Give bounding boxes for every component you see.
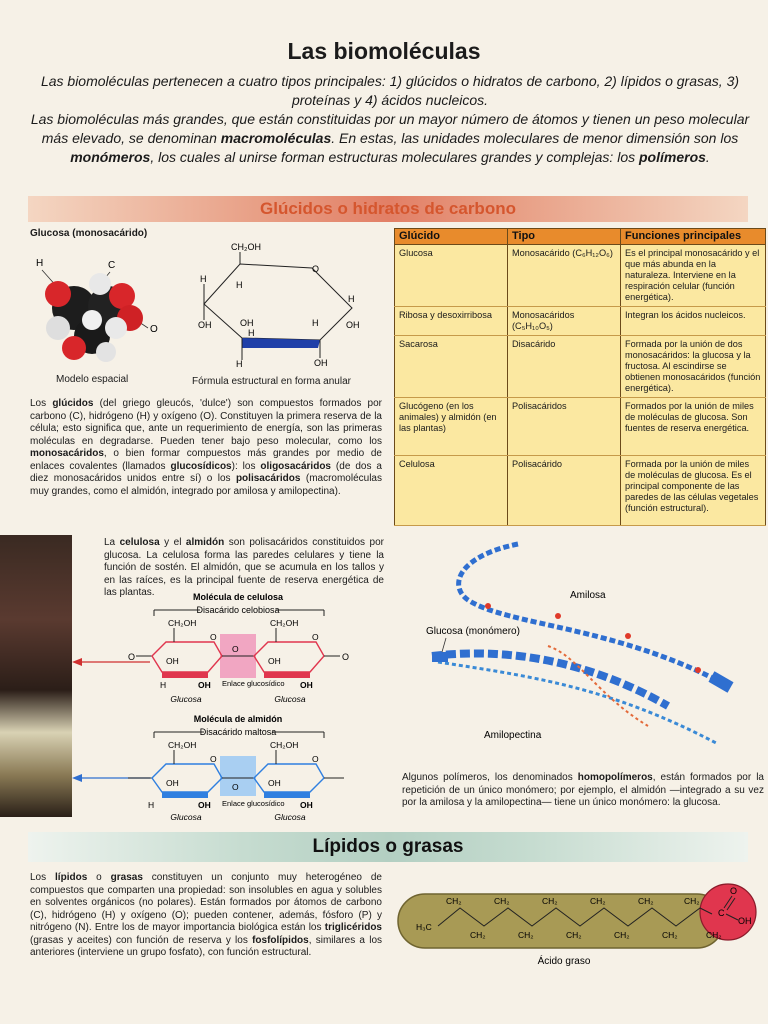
svg-text:H: H	[236, 359, 243, 368]
svg-text:O: O	[128, 652, 136, 662]
glucidos-table	[394, 228, 766, 526]
svg-text:OH: OH	[198, 680, 211, 690]
table-row: Celulosa Polisacárido Formada por la unión de miles de moléculas de glucosa. Es el principal componente de las paredes de las células vegetales (función estructural).	[395, 456, 766, 526]
table-row: Sacarosa Disacárido Formada por la unión de dos monosacáridos: la glucosa y la fructosa. Al escindirse se obtienen monosacáridos (función energética).	[395, 336, 766, 398]
amilopectina-label: Amilopectina	[484, 730, 542, 741]
svg-text:CH₂OH: CH₂OH	[270, 618, 299, 628]
col-header-tipo: Tipo	[508, 229, 621, 245]
svg-text:OH: OH	[268, 656, 281, 666]
svg-text:H: H	[160, 680, 167, 690]
svg-text:OH: OH	[166, 656, 179, 666]
table-row: Ribosa y desoxirribosa Monosacáridos (C₅H₁₀O₅) Integran los ácidos nucleicos.	[395, 307, 766, 336]
fatty-acid-diagram	[394, 880, 766, 970]
svg-text:O: O	[312, 632, 319, 642]
svg-text:CH₂: CH₂	[638, 896, 654, 906]
svg-text:Glucosa: Glucosa	[274, 694, 306, 704]
svg-text:OH: OH	[268, 778, 281, 788]
svg-text:CH₂: CH₂	[662, 930, 678, 940]
svg-text:O: O	[210, 754, 217, 764]
celulosa-disac: Disacárido celobiosa	[196, 605, 280, 615]
svg-text:CH₂: CH₂	[494, 896, 510, 906]
svg-text:Enlace glucosídico: Enlace glucosídico	[222, 799, 285, 808]
svg-text:CH₂: CH₂	[684, 896, 700, 906]
glucosa-monomero-label: Glucosa (monómero)	[426, 626, 520, 637]
svg-text:OH: OH	[300, 800, 313, 810]
svg-text:H: H	[348, 294, 355, 304]
svg-text:O: O	[232, 644, 239, 654]
amilosa-label: Amilosa	[570, 590, 606, 601]
lipidos-description: Los lípidos o grasas constituyen un conjunto muy heterogéneo de compuestos que comparten una propiedad: son insolubles en agua y solubles en solventes orgánicos (no polares). Están formados por átomos de carbono (C), hidrógeno (H) y oxígeno (O); pueden contener, además, fósforo (P) y nitrógeno (N). Entre los de mayor importancia biológica están los triglicéridos (grasas y aceites) con función de reserva y los fosfolípidos, similares a los anteriores (interviene un grupo fosfato), con función estructural.	[30, 872, 382, 958]
svg-text:OH: OH	[198, 320, 212, 330]
svg-text:CH₂: CH₂	[566, 930, 582, 940]
section-header-lipidos: Lípidos o grasas	[28, 832, 748, 862]
svg-text:O: O	[730, 886, 738, 896]
table-row: Glucógeno (en los animales) y almidón (en las plantas) Polisacáridos Formados por la unión de miles de moléculas de glucosa. Son fuentes de reserva energética.	[395, 398, 766, 456]
glucose-ring-formula	[188, 238, 368, 368]
svg-text:Enlace glucosídico: Enlace glucosídico	[222, 679, 285, 688]
homopolimeros-text: Algunos polímeros, los denominados homopolímeros, están formados por la repetición de un único monómero; por ejemplo, el almidón —integrado a su vez por la amilosa y la amilopectina— tiene un único monómero: la glucosa.	[402, 772, 764, 808]
model-atom-h: H	[36, 258, 44, 269]
svg-text:Glucosa: Glucosa	[170, 694, 202, 704]
svg-text:H: H	[148, 800, 155, 810]
svg-text:OH: OH	[240, 318, 254, 328]
svg-text:OH: OH	[300, 680, 313, 690]
svg-text:CH₂: CH₂	[542, 896, 558, 906]
intro-paragraph-1: Las biomoléculas pertenecen a cuatro tipos principales: 1) glúcidos o hidratos de carbono, 2) lípidos o grasas, 3) proteínas y 4) ácidos nucleicos.	[40, 73, 740, 108]
svg-text:CH₂: CH₂	[446, 896, 462, 906]
svg-text:O: O	[342, 652, 350, 662]
glucose-space-model	[28, 250, 168, 370]
svg-text:OH: OH	[738, 916, 752, 926]
svg-text:O: O	[312, 264, 320, 274]
page-title: Las biomoléculas	[287, 38, 481, 64]
svg-text:OH: OH	[198, 800, 211, 810]
svg-text:H: H	[312, 318, 319, 328]
polymer-illustration	[398, 536, 764, 764]
celulosa-molecule-diagram	[118, 590, 358, 708]
svg-text:O: O	[232, 782, 239, 792]
glucosa-label: Glucosa (monosacárido)	[30, 228, 148, 239]
svg-text:CH₂: CH₂	[614, 930, 630, 940]
col-header-funciones: Funciones principales	[621, 229, 766, 245]
svg-text:CH₂: CH₂	[470, 930, 486, 940]
svg-text:O: O	[312, 754, 319, 764]
svg-text:H₃C: H₃C	[416, 922, 432, 932]
table-row: Glucosa Monosacárido (C₆H₁₂O₆) Es el principal monosacárido y el que más abunda en la naturaleza. Interviene en la respiración celular (función energética).	[395, 245, 766, 307]
svg-text:CH₂OH: CH₂OH	[168, 740, 197, 750]
svg-text:OH: OH	[314, 358, 328, 368]
svg-text:OH: OH	[166, 778, 179, 788]
col-header-glucido: Glúcido	[395, 229, 508, 245]
svg-text:CH₂OH: CH₂OH	[270, 740, 299, 750]
almidon-mol-title: Molécula de almidón	[193, 714, 283, 724]
glucidos-description: Los glúcidos (del griego glеucós, 'dulce') son compuestos formados por carbono (C), hidrógeno (H) y oxígeno (O). Constituyen la primera reserva de la célula; esto significa que, ante un requerimiento de energía, son las primeras moléculas en degradarse. Pueden tener bajo peso molecular, como los monosacáridos, o bien formar compuestos más grandes por medio de enlaces covalentes (llamados glucosídicos): los oligosacáridos (de dos a diez monosacáridos unidos entre sí) o los polisacáridos (macromoléculas muy grandes, como el almidón, integrado por amilosa y amilopectina).	[30, 398, 382, 497]
svg-text:H: H	[248, 328, 255, 338]
svg-text:CH₂OH: CH₂OH	[168, 618, 197, 628]
svg-text:C: C	[718, 908, 725, 918]
celulosa-mol-title: Molécula de celulosa	[192, 592, 284, 602]
svg-text:O: O	[210, 632, 217, 642]
almidon-disac: Disacárido maltosa	[199, 727, 277, 737]
svg-text:Glucosa: Glucosa	[170, 812, 202, 822]
svg-text:H: H	[236, 280, 243, 290]
svg-text:CH₂: CH₂	[590, 896, 606, 906]
formula-caption: Fórmula estructural en forma anular	[192, 376, 351, 387]
model-atom-c: C	[108, 260, 116, 271]
svg-text:CH₂: CH₂	[518, 930, 534, 940]
almidon-molecule-diagram	[118, 712, 358, 826]
intro	[30, 72, 750, 167]
section-header-glucidos: Glúcidos o hidratos de carbono	[28, 196, 748, 222]
plant-photo	[0, 535, 72, 817]
celulosa-almidon-text: La celulosa y el almidón son polisacáridos constituidos por glucosa. La celulosa forma las paredes celulares y tiene la función de sostén. El almidón, que se acumula en los tallos y en las raíces, es la principal fuente de reserva energética de las plantas.	[104, 537, 384, 598]
svg-text:OH: OH	[346, 320, 360, 330]
svg-text:Glucosa: Glucosa	[274, 812, 306, 822]
model-atom-o: O	[150, 324, 158, 335]
svg-text:CH₂: CH₂	[706, 930, 722, 940]
intro-paragraph-2: Las biomoléculas más grandes, que están constituidas por un mayor número de átomos y tienen un peso molecular más elevado, se denominan macromoléculas. En estas, las unidades moleculares de menor dimensión son los monómeros, los cuales al unirse forman estructuras moleculares grandes y complejas: los polímeros.	[30, 111, 750, 165]
svg-text:CH₂OH: CH₂OH	[231, 242, 261, 252]
fatty-acid-caption: Ácido graso	[537, 956, 591, 967]
svg-text:H: H	[200, 274, 207, 284]
model-caption: Modelo espacial	[56, 374, 129, 385]
